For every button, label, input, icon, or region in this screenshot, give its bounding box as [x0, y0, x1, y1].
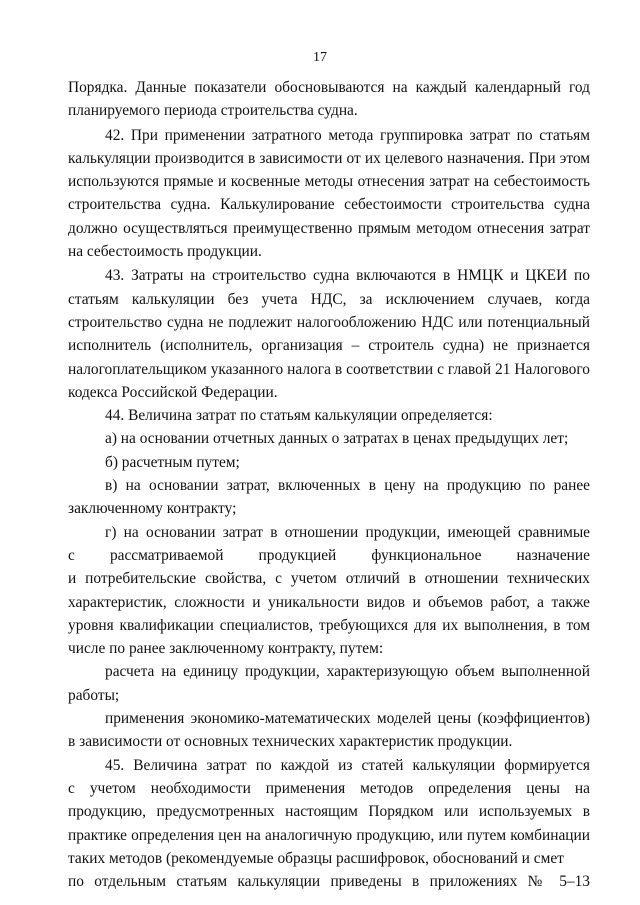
paragraph-45-last-line: по отдельным статьям калькуляции приведены в приложениях № 5–13 — [68, 873, 590, 891]
paragraph-42: 42. При применении затратного метода группировка затрат по статьям калькуляции производится в зависимости от их целевого назначения. При этом используются прямые и косвенные методы отнесения затрат на себестоимость строительства судна. Калькулирование себестоимости строительства судна должно осуществляться преимущественно прямым методом отнесения затрат на себестоимость продукции. — [68, 126, 590, 261]
sub-item-calculation: расчета на единицу продукции, характеризующую объем выполненной работы; — [68, 663, 590, 704]
list-item-b: б) расчетным путем; — [105, 453, 240, 471]
sub-item-models: применения экономико-математических моделей цены (коэффициентов) в зависимости от основных технических характеристик продукции. — [68, 710, 590, 751]
list-item-v: в) на основании затрат, включенных в цену на продукцию по ранее заключенному контракту; — [68, 477, 590, 518]
page-number: 17 — [313, 50, 327, 65]
paragraph-44: 44. Величина затрат по статьям калькуляции определяется: — [105, 407, 493, 425]
list-item-a: а) на основании отчетных данных о затратах в ценах предыдущих лет; — [105, 430, 569, 448]
list-item-g-line-1: г) на основании затрат в отношении продукции, имеющей сравнимые — [105, 523, 590, 541]
list-item-g-line-2: с рассматриваемой продукцией функциональное назначение — [68, 546, 590, 564]
document-body — [68, 76, 590, 893]
paragraph-43: 43. Затраты на строительство судна включаются в НМЦК и ЦКЕИ по статьям калькуляции без учета НДС, за исключением случаев, когда строительство судна не подлежит налогообложению НДС или потенциальный исполнитель (исполнитель, организация – строитель судна) не признается налогоплательщиком указанного налога в соответствии с главой 21 Налогового кодекса Российской Федерации. — [68, 267, 590, 401]
paragraph-45-line-1: 45. Величина затрат по каждой из статей калькуляции формируется — [105, 756, 590, 774]
paragraph-continuation: Порядка. Данные показатели обосновываются на каждый календарный год планируемого периода строительства судна. — [68, 79, 590, 120]
list-item-g-rest: и потребительские свойства, с учетом отличий в отношении технических характеристик, сложности и уникальности видов и объемов работ, а также уровня квалификации специалистов, требующихся для их выполнения, в том числе по ранее заключенному контракту, путем: — [68, 570, 590, 658]
paragraph-45-body: с учетом необходимости применения методов определения цены на продукцию, предусмотренных настоящим Порядком или используемых в практике определения цен на аналогичную продукцию, или путем комбинации таких методов (рекомендуемые образцы расшифровок, обоснований и смет — [68, 779, 590, 867]
